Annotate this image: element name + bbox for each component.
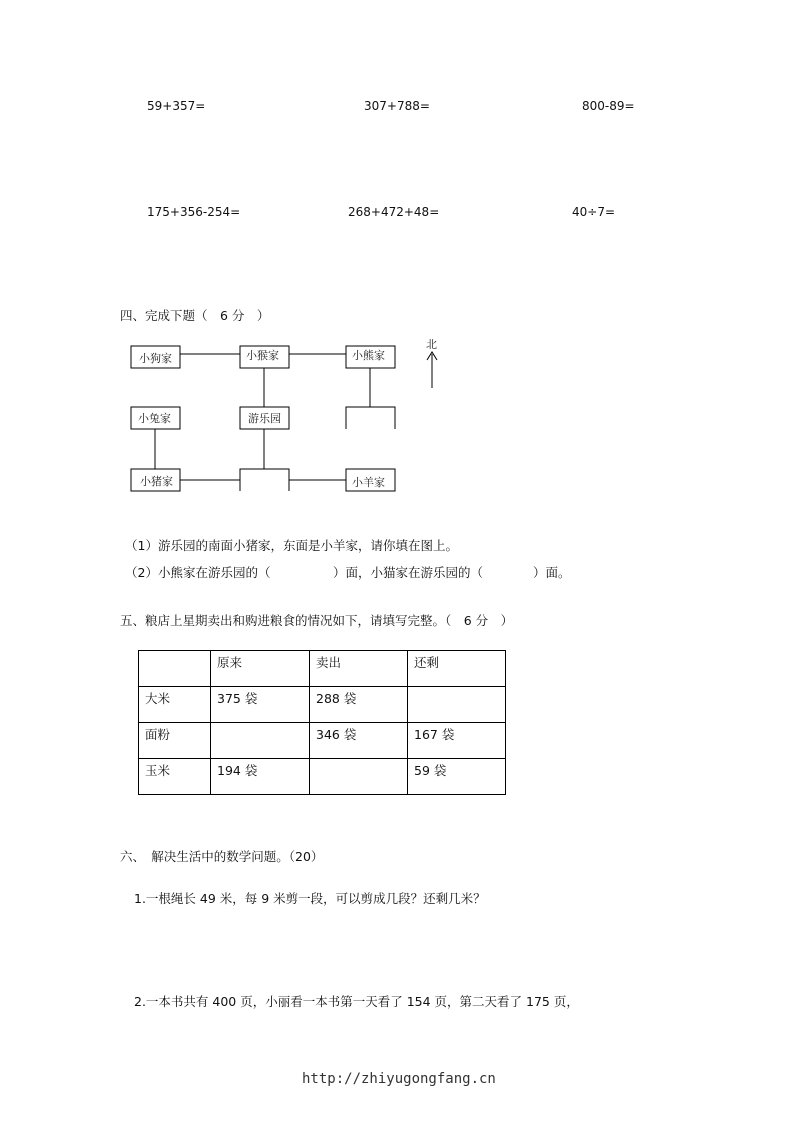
table-cell: 面粉 [139, 723, 211, 759]
section4-question-1: （1）游乐园的南面小猪家，东面是小羊家，请你填在图上。 [125, 538, 458, 553]
calc-2: 307+788= [364, 99, 430, 113]
map-label-park: 游乐园 [248, 412, 281, 425]
map-label-monkey: 小猴家 [246, 349, 279, 362]
table-cell: 167 袋 [408, 723, 506, 759]
map-label-rabbit: 小兔家 [138, 412, 171, 425]
table-cell: 346 袋 [310, 723, 408, 759]
problem-2: 2.一本书共有 400 页，小丽看一本书第一天看了 154 页，第二天看了 175 页， [134, 994, 579, 1009]
table-header-row [139, 651, 506, 687]
village-map [0, 0, 793, 520]
table-cell: 375 袋 [211, 687, 310, 723]
map-label-bear: 小熊家 [352, 349, 385, 362]
table-cell: 玉米 [139, 759, 211, 795]
table-header-cell: 原来 [211, 651, 310, 687]
problem-1: 1.一根绳长 49 米，每 9 米剪一段，可以剪成几段？还剩几米？ [134, 891, 486, 906]
table-row [139, 759, 506, 795]
table-cell [408, 687, 506, 723]
table-row [139, 687, 506, 723]
table-cell: 288 袋 [310, 687, 408, 723]
table-cell: 59 袋 [408, 759, 506, 795]
map-label-dog: 小狗家 [139, 352, 172, 365]
table-cell: 大米 [139, 687, 211, 723]
table-cell [310, 759, 408, 795]
map-label-pig: 小猪家 [140, 475, 173, 488]
section4-question-2: （2）小熊家在游乐园的（ ）面，小猫家在游乐园的（ ）面。 [125, 565, 571, 580]
section5-title: 五、粮店上星期卖出和购进粮食的情况如下，请填写完整。（ 6 分 ） [120, 613, 514, 628]
table-header-cell: 卖出 [310, 651, 408, 687]
north-label: 北 [426, 338, 437, 351]
footer-url[interactable]: http://zhiyugongfang.cn [302, 1071, 496, 1087]
map-box-empty-bottom [240, 469, 289, 491]
calc-6: 40÷7= [572, 205, 616, 219]
table-header-cell [139, 651, 211, 687]
grain-table [138, 650, 506, 795]
calc-1: 59+357= [147, 99, 206, 113]
table-row [139, 723, 506, 759]
table-header-cell: 还剩 [408, 651, 506, 687]
calc-4: 175+356-254= [147, 205, 241, 219]
section6-title: 六、 解决生活中的数学问题。（20） [120, 849, 324, 864]
calc-3: 800-89= [582, 99, 635, 113]
calc-5: 268+472+48= [348, 205, 440, 219]
section4-title: 四、完成下题（ 6 分 ） [120, 308, 270, 323]
table-cell: 194 袋 [211, 759, 310, 795]
table-cell [211, 723, 310, 759]
map-label-sheep: 小羊家 [352, 476, 385, 489]
